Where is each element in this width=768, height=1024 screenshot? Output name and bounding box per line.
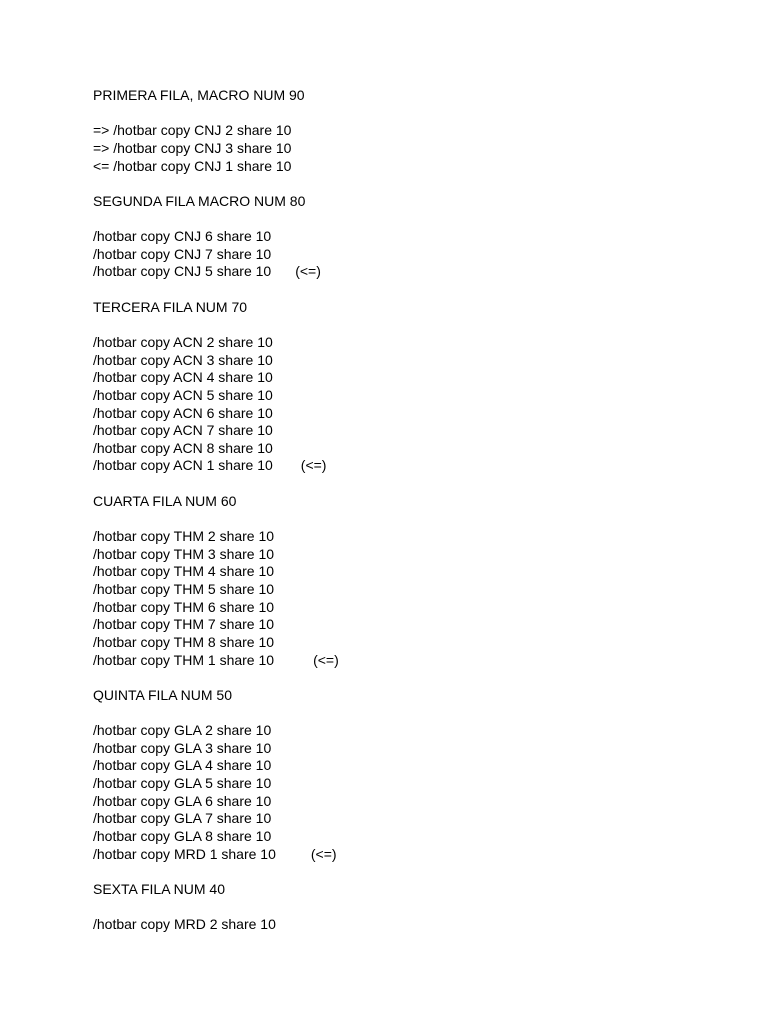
- command-line: [93, 810, 733, 828]
- command-line: [93, 722, 733, 740]
- command-line: [93, 916, 733, 934]
- command-text: /hotbar copy ACN 8 share 10: [93, 439, 273, 456]
- command-line: [93, 387, 733, 405]
- command-text: /hotbar copy THM 6 share 10: [93, 598, 275, 615]
- command-line: [93, 581, 733, 599]
- command-line: [93, 228, 733, 246]
- command-line: [93, 528, 733, 546]
- command-line: [93, 158, 733, 176]
- command-text: /hotbar copy GLA 7 share 10: [93, 810, 272, 827]
- command-line: [93, 616, 733, 634]
- command-text: /hotbar copy GLA 6 share 10: [93, 792, 272, 809]
- command-line: [93, 440, 733, 458]
- command-text: /hotbar copy THM 7 share 10: [93, 616, 275, 633]
- command-line: [93, 599, 733, 617]
- command-text: /hotbar copy GLA 5 share 10: [93, 774, 272, 791]
- arrow-marker: (<=): [313, 651, 339, 668]
- section-heading: TERCERA FILA NUM 70: [93, 298, 248, 315]
- command-line: [93, 846, 733, 864]
- command-text: /hotbar copy ACN 3 share 10: [93, 351, 273, 368]
- blank-line: [93, 175, 733, 193]
- command-text: /hotbar copy THM 4 share 10: [93, 563, 275, 580]
- section-heading: CUARTA FILA NUM 60: [93, 492, 237, 509]
- blank-line: [93, 475, 733, 493]
- blank-line: [93, 863, 733, 881]
- command-text: /hotbar copy ACN 6 share 10: [93, 404, 273, 421]
- blank-line: [93, 210, 733, 228]
- command-line: [93, 369, 733, 387]
- command-text: /hotbar copy GLA 4 share 10: [93, 757, 272, 774]
- command-text: /hotbar copy CNJ 6 share 10: [93, 228, 272, 245]
- command-text: /hotbar copy THM 5 share 10: [93, 580, 275, 597]
- command-text: /hotbar copy THM 3 share 10: [93, 545, 275, 562]
- command-text: => /hotbar copy CNJ 2 share 10: [93, 122, 292, 139]
- section-heading: QUINTA FILA NUM 50: [93, 686, 232, 703]
- blank-line: [93, 898, 733, 916]
- command-text: /hotbar copy MRD 1 share 10: [93, 845, 276, 862]
- blank-line: [93, 281, 733, 299]
- document-body: [93, 87, 733, 934]
- command-line: [93, 263, 733, 281]
- command-line: [93, 122, 733, 140]
- arrow-marker: (<=): [295, 263, 321, 280]
- blank-line: [93, 316, 733, 334]
- blank-line: [93, 105, 733, 123]
- arrow-marker: (<=): [310, 845, 337, 862]
- command-line: [93, 246, 733, 264]
- blank-line: [93, 669, 733, 687]
- section-heading: SEGUNDA FILA MACRO NUM 80: [93, 192, 306, 209]
- command-line: [93, 140, 733, 158]
- command-text: /hotbar copy ACN 5 share 10: [93, 386, 273, 403]
- command-line: [93, 334, 733, 352]
- blank-line: [93, 510, 733, 528]
- command-line: [93, 457, 733, 475]
- command-text: /hotbar copy MRD 2 share 10: [93, 916, 276, 933]
- command-line: [93, 740, 733, 758]
- command-text: => /hotbar copy CNJ 3 share 10: [93, 139, 292, 156]
- command-line: [93, 652, 733, 670]
- command-text: /hotbar copy CNJ 7 share 10: [93, 245, 272, 262]
- command-text: /hotbar copy ACN 1 share 10: [93, 457, 273, 474]
- command-line: [93, 422, 733, 440]
- command-text: /hotbar copy ACN 4 share 10: [93, 369, 273, 386]
- command-text: <= /hotbar copy CNJ 1 share 10: [93, 157, 292, 174]
- command-text: /hotbar copy GLA 3 share 10: [93, 739, 272, 756]
- section-heading: SEXTA FILA NUM 40: [93, 880, 226, 897]
- command-text: /hotbar copy CNJ 5 share 10: [93, 263, 272, 280]
- command-line: [93, 757, 733, 775]
- command-text: /hotbar copy THM 2 share 10: [93, 528, 275, 545]
- command-text: /hotbar copy ACN 2 share 10: [93, 333, 273, 350]
- command-text: /hotbar copy GLA 2 share 10: [93, 722, 272, 739]
- command-line: [93, 546, 733, 564]
- command-line: [93, 563, 733, 581]
- command-text: /hotbar copy GLA 8 share 10: [93, 827, 272, 844]
- section-heading: PRIMERA FILA, MACRO NUM 90: [93, 87, 305, 103]
- command-line: [93, 828, 733, 846]
- command-text: /hotbar copy THM 8 share 10: [93, 633, 275, 650]
- command-line: [93, 775, 733, 793]
- command-line: [93, 634, 733, 652]
- command-text: /hotbar copy ACN 7 share 10: [93, 422, 273, 439]
- arrow-marker: (<=): [300, 457, 327, 474]
- blank-line: [93, 704, 733, 722]
- command-text: /hotbar copy THM 1 share 10: [93, 651, 275, 668]
- command-line: [93, 352, 733, 370]
- command-line: [93, 405, 733, 423]
- command-line: [93, 793, 733, 811]
